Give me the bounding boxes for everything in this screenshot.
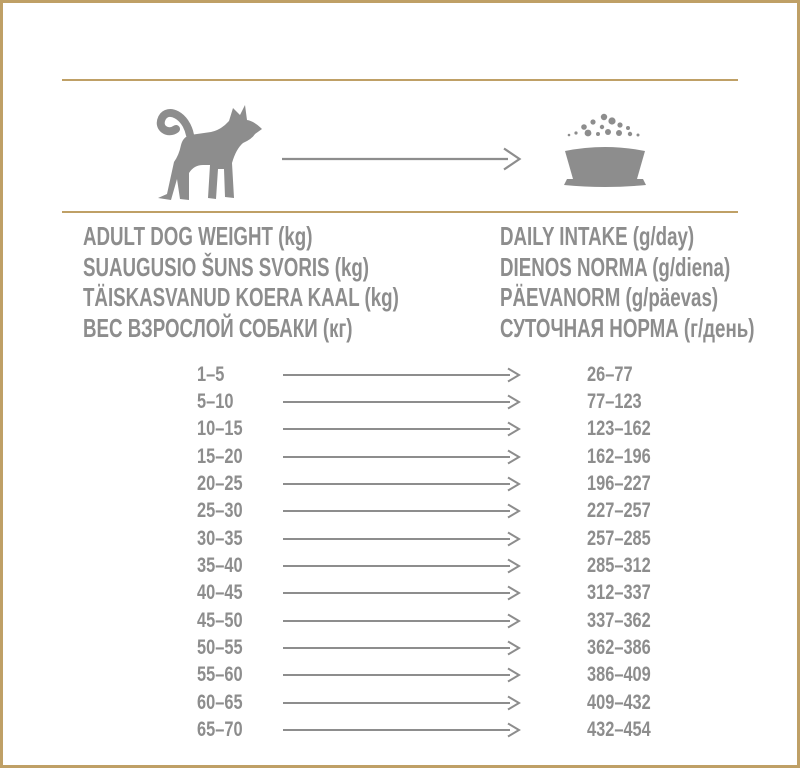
intake-range: 123–162 — [587, 417, 651, 441]
intake-header-et: PÄEVANORM (g/päevas) — [500, 282, 719, 313]
row-arrow-icon — [283, 558, 521, 574]
table-row — [0, 689, 800, 716]
weight-range: 25–30 — [197, 499, 243, 523]
feeding-table — [0, 361, 800, 744]
intake-range: 196–227 — [587, 472, 651, 496]
table-row — [0, 552, 800, 579]
weight-header-ru: ВЕС ВЗРОСЛОЙ СОБАКИ (кг) — [83, 312, 353, 343]
weight-header-lt: SUAUGUSIO ŠUNS SVORIS (kg) — [83, 251, 370, 282]
intake-header-lt: DIENOS NORMA (g/diena) — [500, 251, 731, 282]
weight-column-header — [83, 221, 522, 343]
intake-range: 362–386 — [587, 636, 651, 660]
weight-range: 10–15 — [197, 417, 243, 441]
intake-range: 337–362 — [587, 608, 651, 632]
row-arrow-icon — [283, 394, 521, 410]
weight-range: 60–65 — [197, 690, 243, 714]
weight-range: 45–50 — [197, 608, 243, 632]
table-row — [0, 580, 800, 607]
weight-header-en: ADULT DOG WEIGHT (kg) — [83, 221, 313, 251]
weight-range: 55–60 — [197, 663, 243, 687]
weight-range: 65–70 — [197, 718, 243, 742]
weight-header-et: TÄISKASVANUD KOERA KAAL (kg) — [83, 282, 399, 313]
weight-range: 15–20 — [197, 444, 243, 468]
intake-range: 285–312 — [587, 554, 651, 578]
header-divider — [62, 211, 738, 213]
intake-header-ru: СУТОЧНАЯ НОРМА (г/день) — [500, 312, 755, 343]
row-arrow-icon — [283, 449, 521, 465]
intake-range: 77–123 — [587, 390, 642, 414]
weight-range: 1–5 — [197, 362, 225, 386]
row-arrow-icon — [283, 640, 521, 656]
table-row — [0, 416, 800, 443]
weight-range: 40–45 — [197, 581, 243, 605]
right-arrow-icon — [282, 146, 522, 172]
weight-range: 5–10 — [197, 390, 234, 414]
intake-range: 386–409 — [587, 663, 651, 687]
intake-range: 26–77 — [587, 362, 633, 386]
row-arrow-icon — [283, 667, 521, 683]
weight-range: 30–35 — [197, 526, 243, 550]
intake-range: 432–454 — [587, 718, 651, 742]
intake-column-header — [500, 221, 800, 343]
table-row — [0, 607, 800, 634]
row-arrow-icon — [283, 503, 521, 519]
intake-range: 227–257 — [587, 499, 651, 523]
kibble-dots — [568, 114, 640, 137]
table-row — [0, 443, 800, 470]
table-row — [0, 388, 800, 415]
intake-header-en: DAILY INTAKE (g/day) — [500, 221, 695, 251]
table-row — [0, 525, 800, 552]
food-bowl-icon — [560, 108, 650, 188]
table-row — [0, 634, 800, 661]
row-arrow-icon — [283, 531, 521, 547]
table-row — [0, 470, 800, 497]
table-row — [0, 662, 800, 689]
top-divider — [62, 79, 738, 81]
row-arrow-icon — [283, 585, 521, 601]
intake-range: 409–432 — [587, 690, 651, 714]
intake-range: 312–337 — [587, 581, 651, 605]
table-row — [0, 498, 800, 525]
row-arrow-icon — [283, 476, 521, 492]
intake-range: 257–285 — [587, 526, 651, 550]
row-arrow-icon — [283, 722, 521, 738]
row-arrow-icon — [283, 613, 521, 629]
table-row — [0, 716, 800, 743]
dog-silhouette-icon — [148, 101, 266, 203]
row-arrow-icon — [283, 695, 521, 711]
weight-range: 35–40 — [197, 554, 243, 578]
table-row — [0, 361, 800, 388]
row-arrow-icon — [283, 367, 521, 383]
weight-range: 20–25 — [197, 472, 243, 496]
row-arrow-icon — [283, 421, 521, 437]
intake-range: 162–196 — [587, 444, 651, 468]
weight-range: 50–55 — [197, 636, 243, 660]
